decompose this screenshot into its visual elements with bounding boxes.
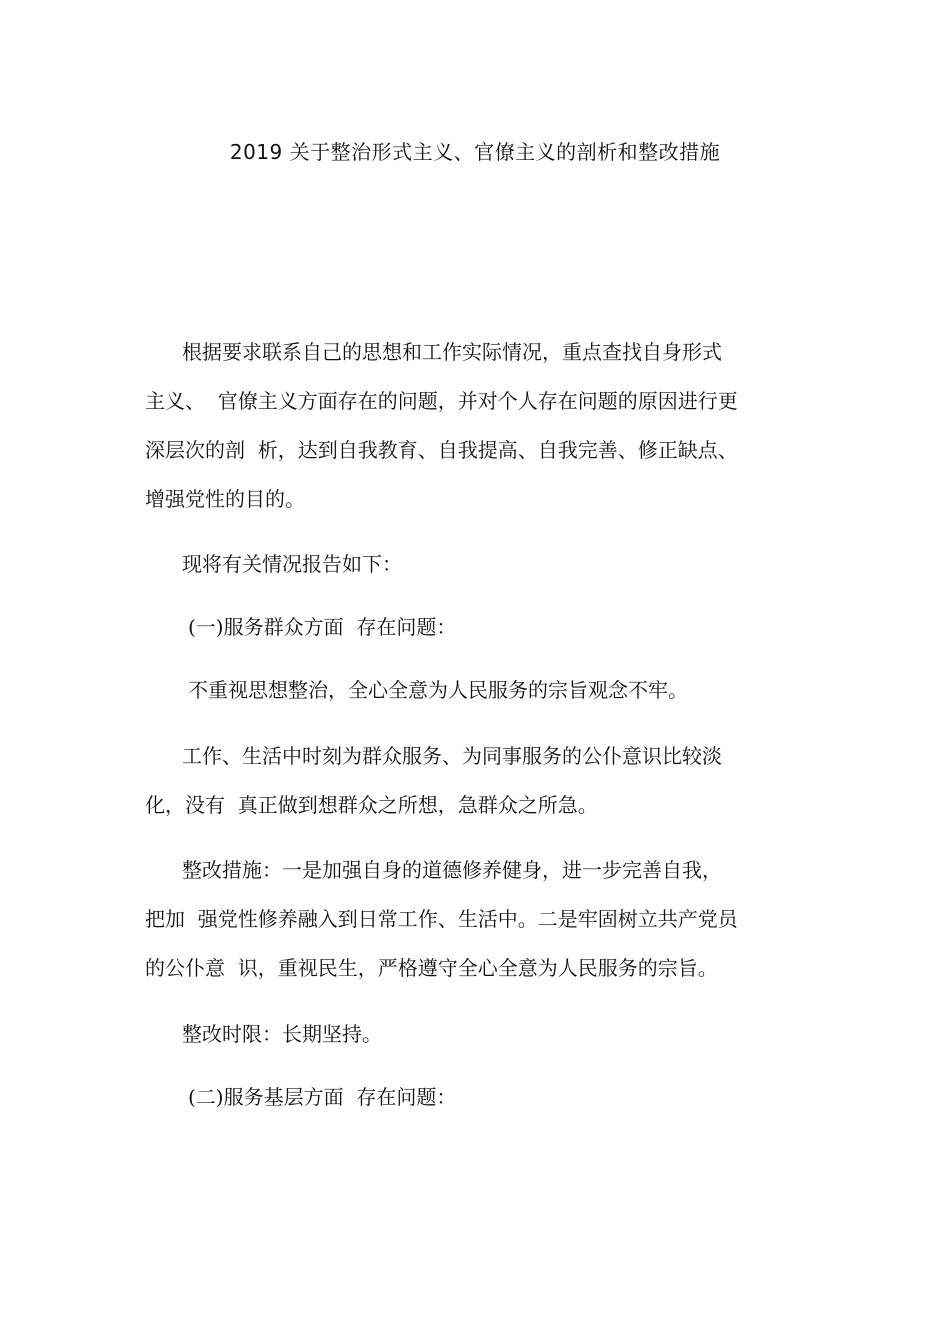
section-heading-line: (一)服务群众方面 存在问题：: [188, 615, 457, 639]
paragraph-intro: [145, 328, 738, 524]
paragraph-line: 深层次的剖 析，达到自我教育、自我提高、自我完善、修正缺点、: [145, 438, 738, 462]
paragraph-problem-1: [145, 666, 688, 715]
paragraph-problem-detail: [145, 732, 722, 830]
paragraph-line: 增强党性的目的。: [145, 487, 305, 511]
paragraph-line: 整改时限：长期坚持。: [182, 1022, 382, 1046]
paragraph-line: 现将有关情况报告如下：: [182, 552, 402, 576]
section-heading-1: [145, 603, 456, 652]
section-heading-2: [145, 1073, 456, 1122]
paragraph-report: [145, 540, 402, 589]
document-title: 2019 关于整治形式主义、官僚主义的剖析和整改措施: [229, 140, 721, 164]
paragraph-line: 化，没有 真正做到想群众之所想，急群众之所急。: [145, 793, 598, 817]
paragraph-line: 把加 强党性修养融入到日常工作、生活中。二是牢固树立共产党员: [145, 907, 738, 931]
paragraph-line: 整改措施：一是加强自身的道德修养健身，进一步完善自我，: [182, 858, 722, 882]
paragraph-line: 工作、生活中时刻为群众服务、为同事服务的公仆意识比较淡: [182, 744, 722, 768]
paragraph-line: 主义、 官僚主义方面存在的问题，并对个人存在问题的原因进行更: [145, 389, 738, 413]
section-heading-line: (二)服务基层方面 存在问题：: [188, 1085, 457, 1109]
paragraph-line: 的公仆意 识，重视民生，严格遵守全心全意为人民服务的宗旨。: [145, 956, 718, 980]
paragraph-line: 不重视思想整治，全心全意为人民服务的宗旨观念不牢。: [188, 678, 688, 702]
paragraph-deadline: [145, 1010, 382, 1059]
paragraph-line: 根据要求联系自己的思想和工作实际情况，重点查找自身形式: [182, 340, 722, 364]
paragraph-measures: [145, 846, 738, 993]
